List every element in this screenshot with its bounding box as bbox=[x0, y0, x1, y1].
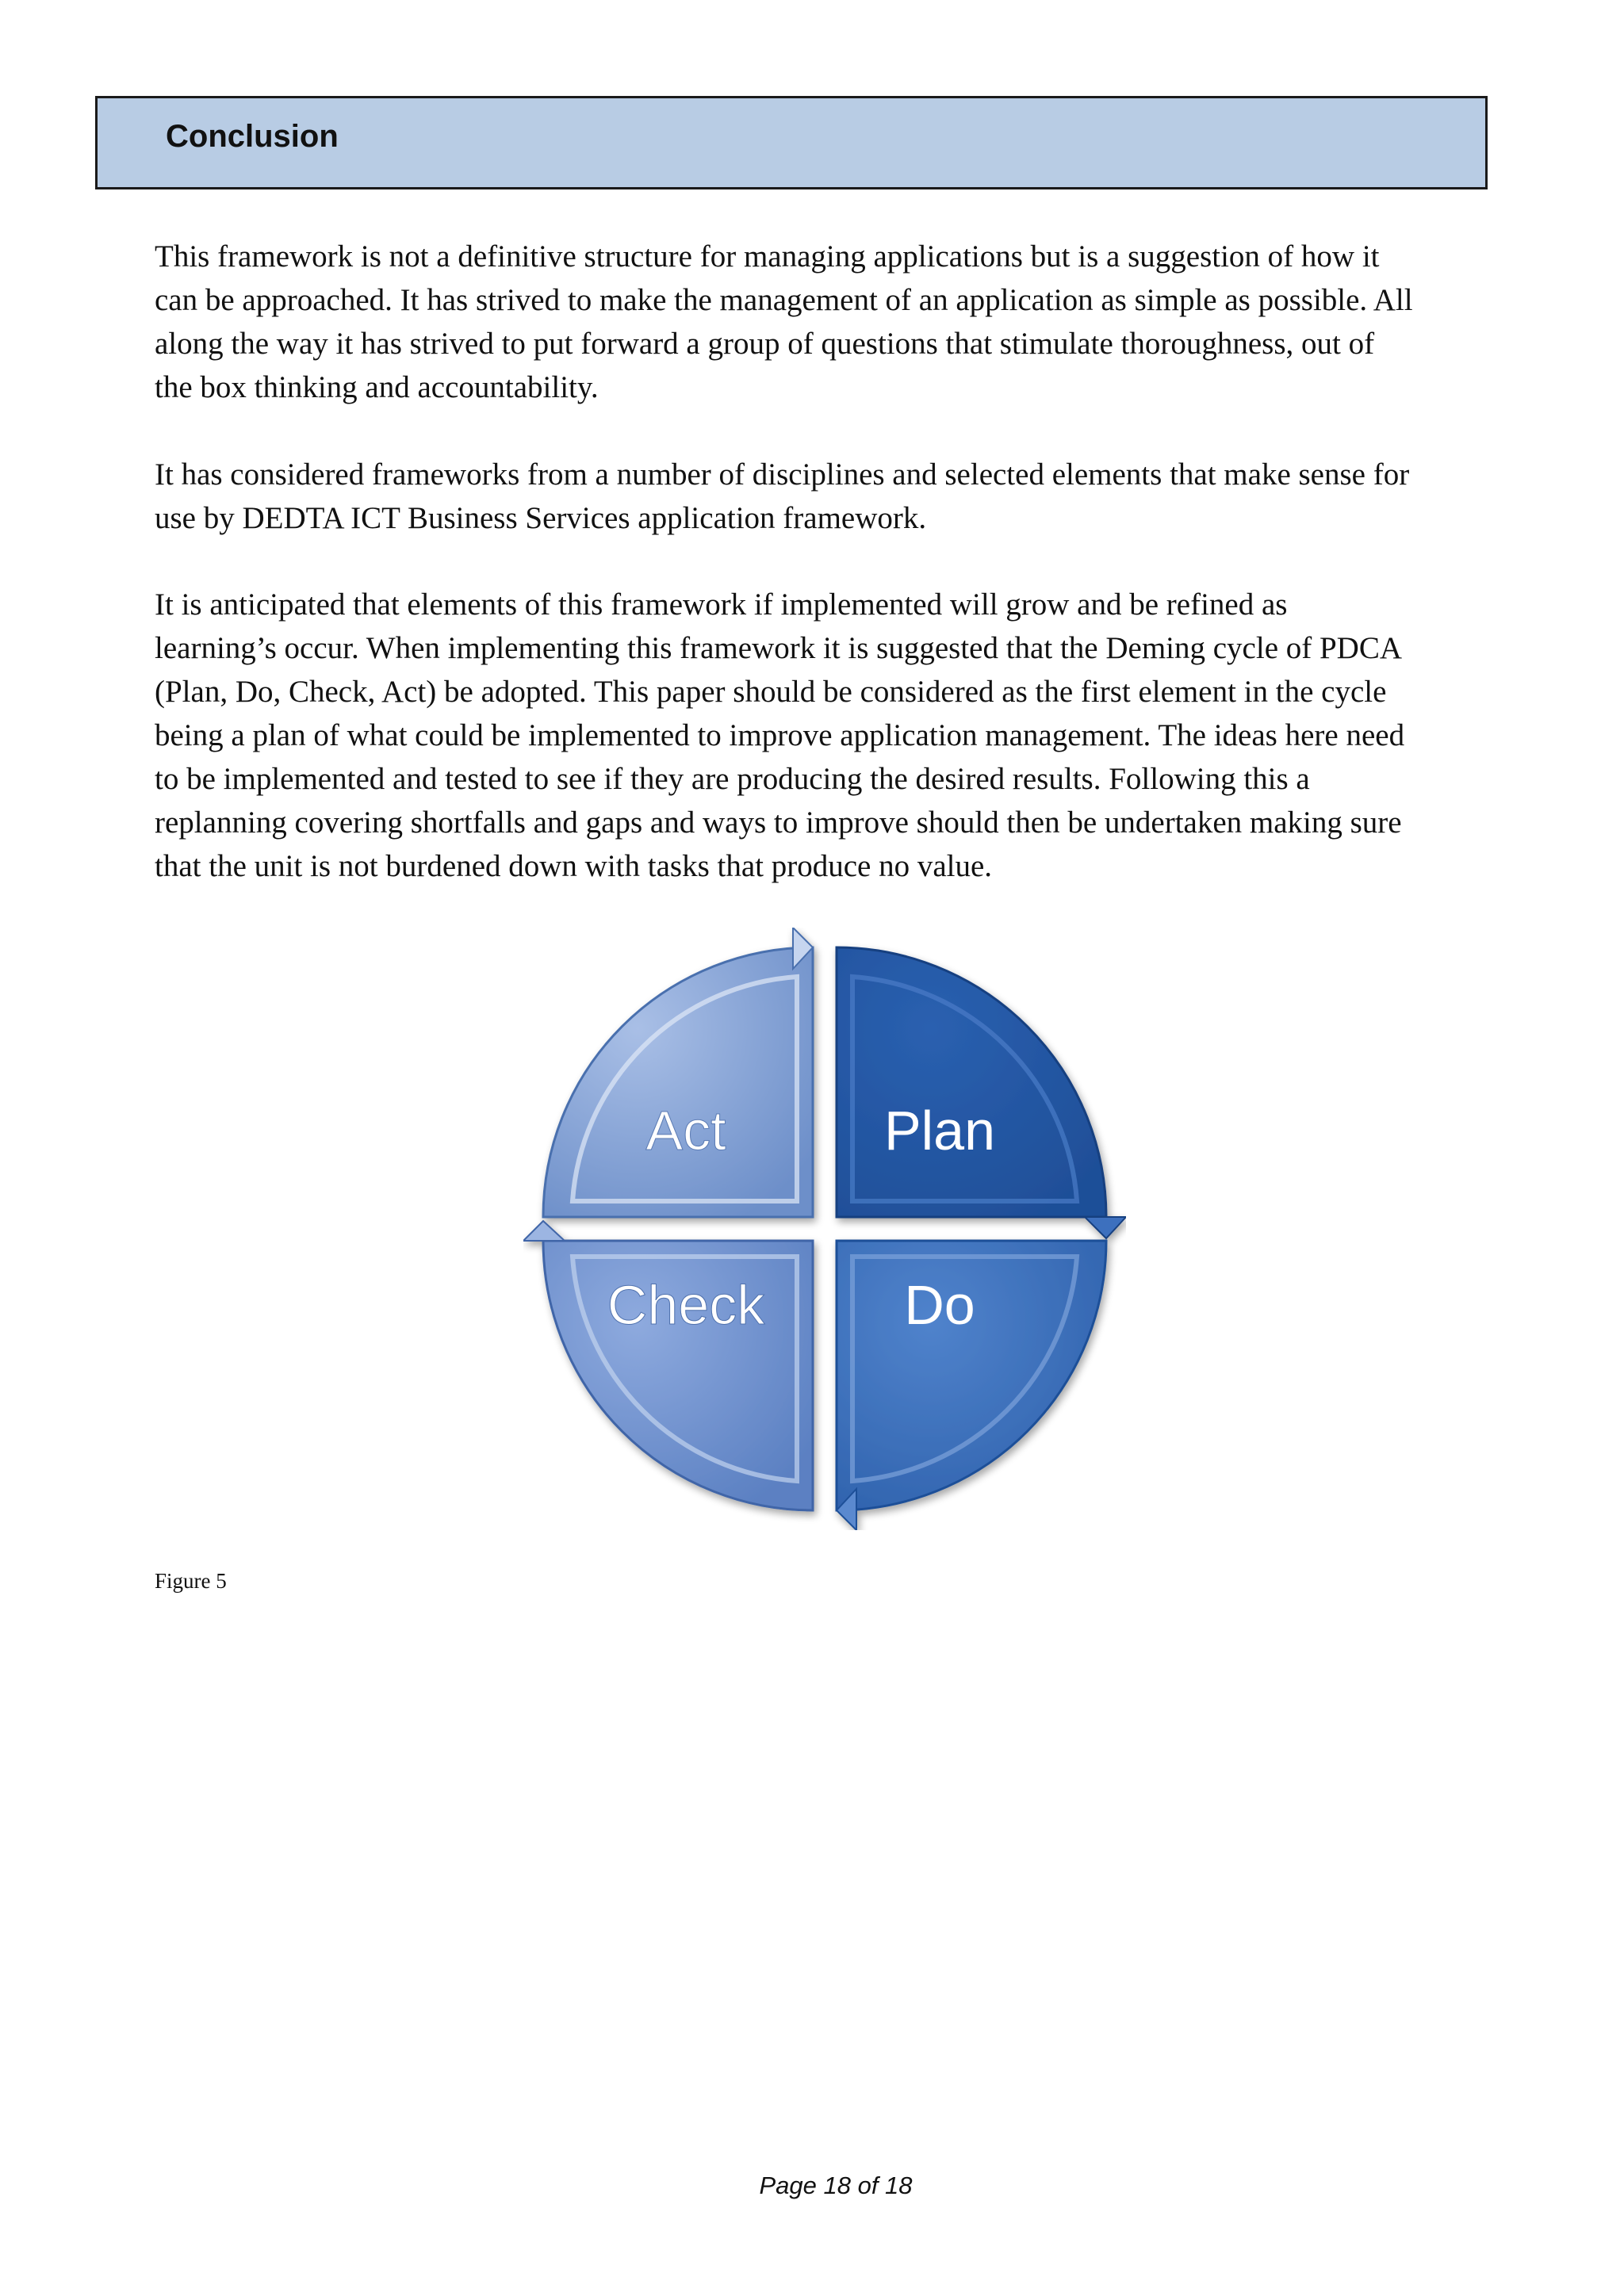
pdca-cycle-diagram bbox=[523, 928, 1126, 1530]
check-quadrant bbox=[523, 1221, 813, 1510]
act-quadrant bbox=[543, 928, 813, 1217]
paragraph-line: the box thinking and accountability. bbox=[155, 370, 599, 404]
paragraph-line: replanning covering shortfalls and gaps and ways to improve should then be undertaken making sure bbox=[155, 806, 1402, 840]
section-heading-box bbox=[95, 96, 1488, 189]
do-label: Do bbox=[904, 1274, 975, 1336]
section-title: Conclusion bbox=[166, 119, 339, 154]
paragraph-1 bbox=[155, 235, 1495, 409]
paragraph-line: It is anticipated that elements of this framework if implemented will grow and be refined as bbox=[155, 587, 1288, 622]
paragraph-line: (Plan, Do, Check, Act) be adopted. This paper should be considered as the first element in the cycle bbox=[155, 675, 1387, 709]
paragraph-line: use by DEDTA ICT Business Services application framework. bbox=[155, 501, 927, 535]
paragraph-line: This framework is not a definitive structure for managing applications but is a suggestion of how it bbox=[155, 239, 1380, 274]
check-label: Check bbox=[607, 1274, 765, 1336]
paragraph-2 bbox=[155, 453, 1495, 540]
paragraph-line: along the way it has strived to put forward a group of questions that stimulate thoroughness, out of bbox=[155, 327, 1375, 361]
page-number-footer: Page 18 of 18 bbox=[759, 2172, 913, 2199]
paragraph-3 bbox=[155, 583, 1495, 888]
pdca-cycle-svg bbox=[523, 928, 1126, 1530]
act-label: Act bbox=[645, 1100, 726, 1161]
paragraph-line: can be approached. It has strived to make the management of an application as simple as possible. All bbox=[155, 283, 1413, 317]
figure-caption: Figure 5 bbox=[155, 1569, 227, 1593]
paragraph-line: to be implemented and tested to see if they are producing the desired results. Following this a bbox=[155, 762, 1310, 796]
paragraph-line: being a plan of what could be implemented to improve application management. The ideas here need bbox=[155, 718, 1405, 752]
paragraph-line: It has considered frameworks from a number of disciplines and selected elements that make sense for bbox=[155, 457, 1410, 492]
plan-quadrant bbox=[837, 947, 1126, 1238]
paragraph-line: learning’s occur. When implementing this framework it is suggested that the Deming cycle of PDCA bbox=[155, 631, 1403, 665]
paragraph-line: that the unit is not burdened down with tasks that produce no value. bbox=[155, 849, 993, 883]
plan-label: Plan bbox=[883, 1100, 996, 1161]
